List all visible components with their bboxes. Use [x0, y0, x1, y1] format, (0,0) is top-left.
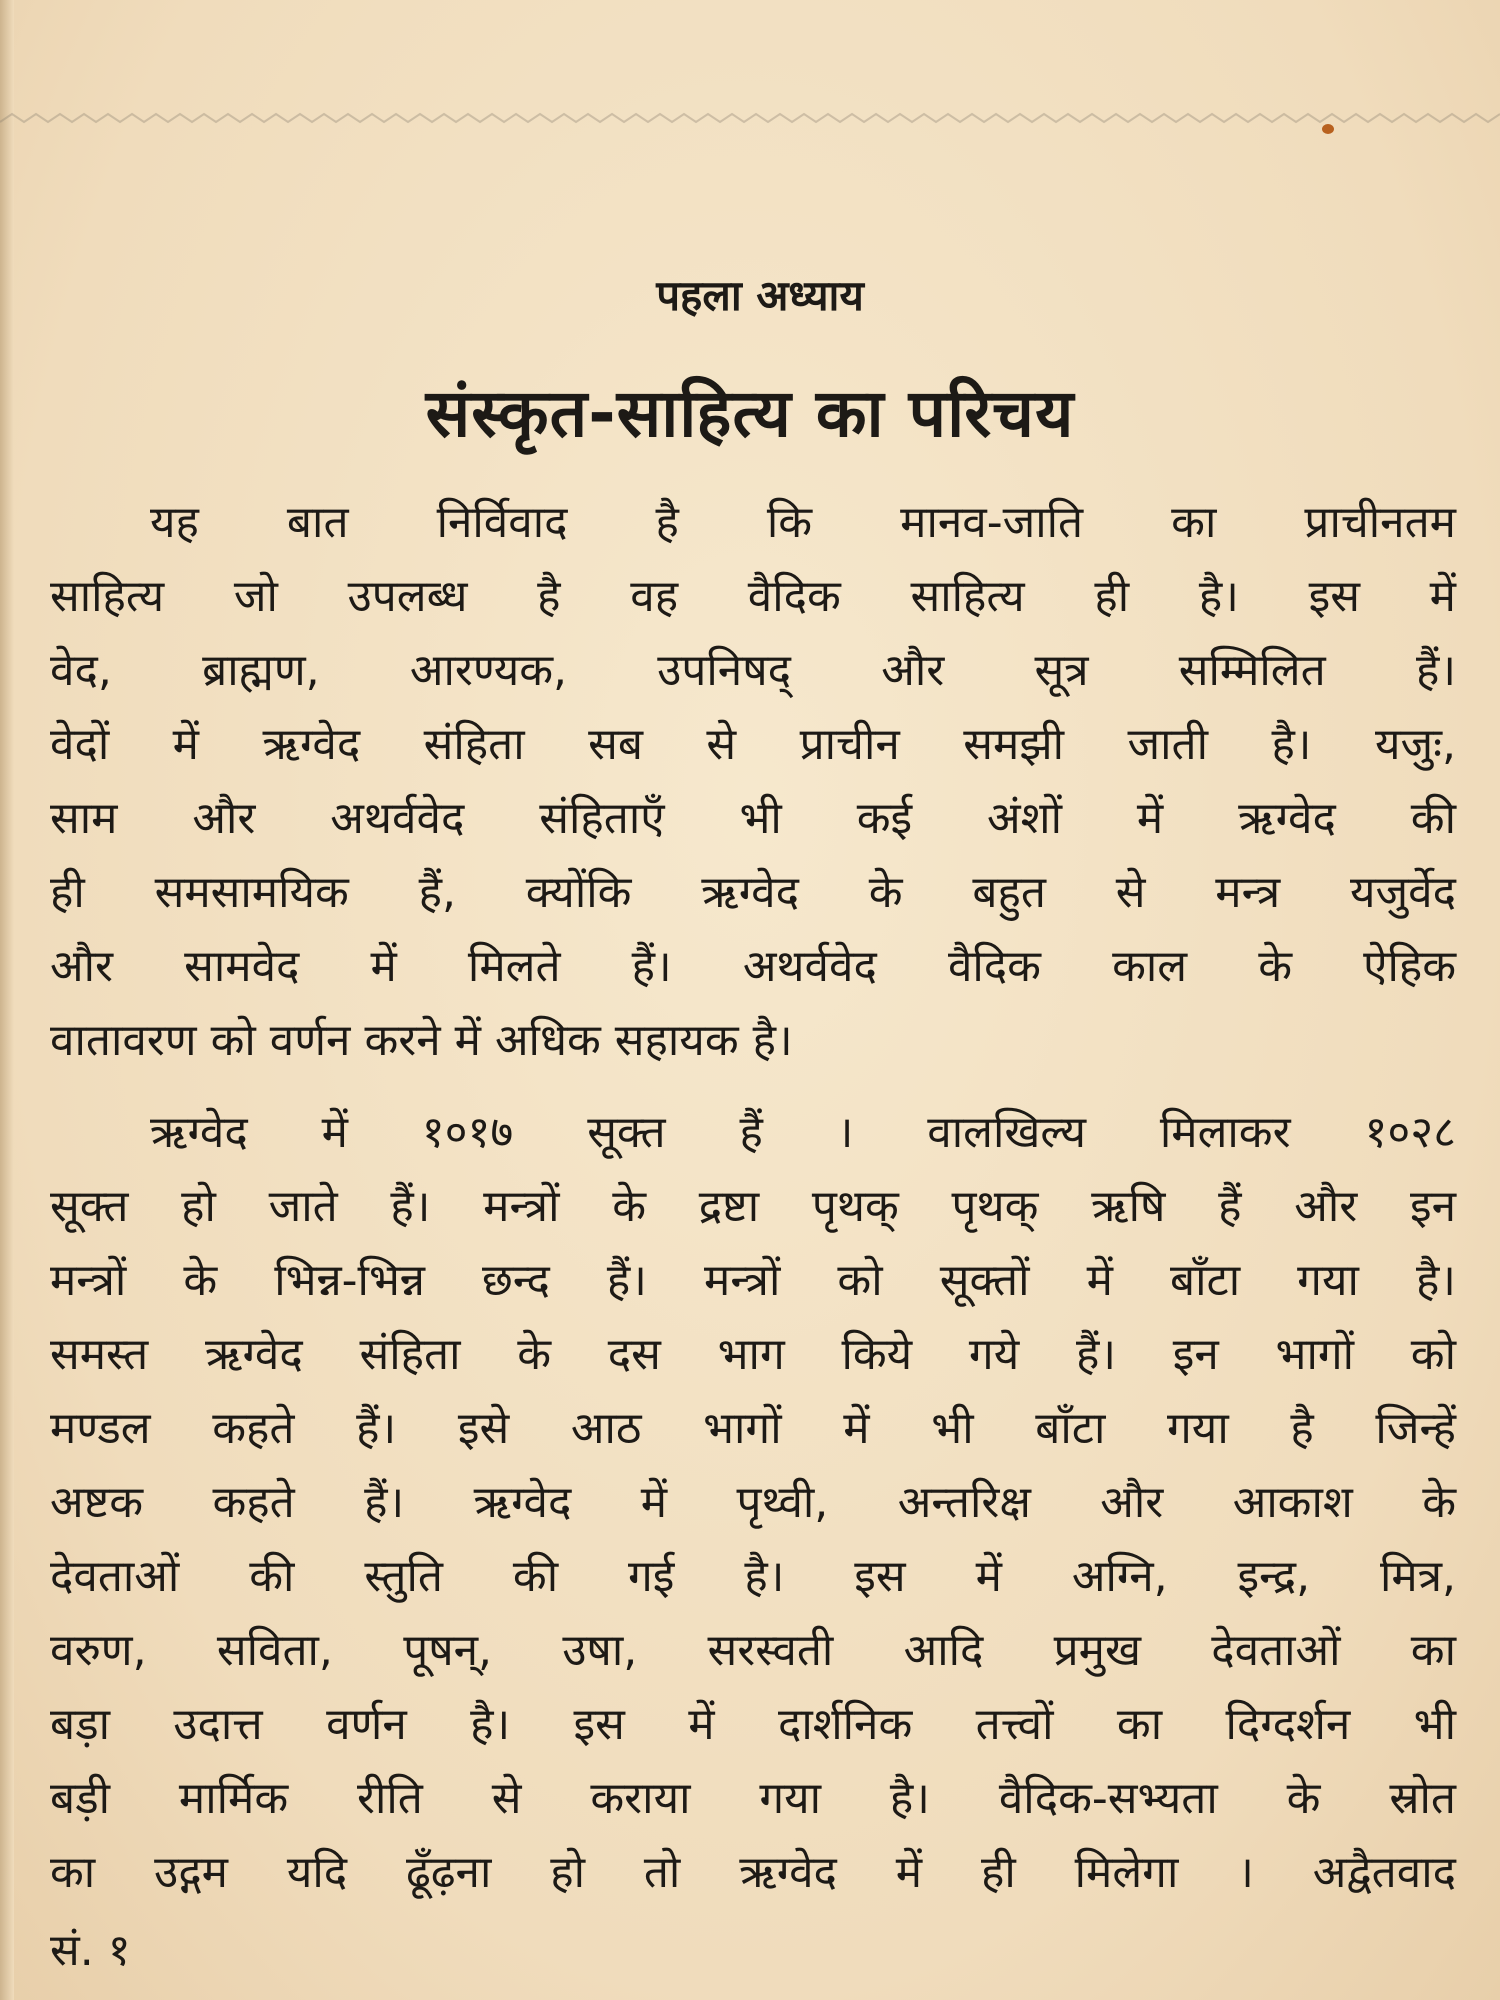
text-line: मन्त्रों के भिन्न-भिन्न छन्द हैं। मन्त्रों को सूक्तों में बाँटा गया है।: [50, 1255, 1456, 1306]
paragraph-1: [50, 486, 1456, 1078]
text-line: अष्टक कहते हैं। ऋग्वेद में पृथ्वी, अन्तरिक्ष और आकाश के: [50, 1477, 1456, 1528]
show-through-wavy-rule: [0, 108, 1500, 128]
text-line: समस्त ऋग्वेद संहिता के दस भाग किये गये हैं। इन भागों को: [50, 1329, 1456, 1380]
text-line: वेद, ब्राह्मण, आरण्यक, उपनिषद् और सूत्र सम्मिलित हैं।: [50, 645, 1456, 696]
text-line: मण्डल कहते हैं। इसे आठ भागों में भी बाँटा गया है जिन्हें: [50, 1403, 1456, 1454]
paragraph-2: [50, 1096, 1456, 1910]
text-line: का उद्गम यदि ढूँढ़ना हो तो ऋग्वेद में ही मिलेगा । अद्वैतवाद: [50, 1847, 1456, 1898]
text-line: ही समसामयिक हैं, क्योंकि ऋग्वेद के बहुत से मन्त्र यजुर्वेद: [50, 867, 1456, 918]
text-line: वरुण, सविता, पूषन्, उषा, सरस्वती आदि प्रमुख देवताओं का: [50, 1625, 1456, 1676]
chapter-label: पहला अध्याय: [656, 271, 864, 320]
text-line: साहित्य जो उपलब्ध है वह वैदिक साहित्य ही है। इस में: [50, 571, 1456, 622]
text-line: वातावरण को वर्णन करने में अधिक सहायक है।: [50, 1015, 793, 1066]
text-line: वेदों में ऋग्वेद संहिता सब से प्राचीन समझी जाती है। यजुः,: [50, 719, 1456, 770]
text-line: बड़ी मार्मिक रीति से कराया गया है। वैदिक-सभ्यता के स्रोत: [50, 1773, 1456, 1824]
text-line: सूक्त हो जाते हैं। मन्त्रों के द्रष्टा पृथक् पृथक् ऋषि हैं और इन: [50, 1181, 1456, 1232]
text-line: ऋग्वेद में १०१७ सूक्त हैं । वालखिल्य मिलाकर १०२८: [150, 1107, 1456, 1158]
ink-spot: [1322, 124, 1334, 134]
text-line: देवताओं की स्तुति की गई है। इस में अग्नि, इन्द्र, मित्र,: [50, 1551, 1456, 1602]
signature-mark: सं. १: [50, 1925, 131, 1976]
text-line: बड़ा उदात्त वर्णन है। इस में दार्शनिक तत्त्वों का दिग्दर्शन भी: [50, 1699, 1456, 1750]
text-line: साम और अथर्ववेद संहिताएँ भी कई अंशों में ऋग्वेद की: [50, 793, 1456, 844]
text-line: यह बात निर्विवाद है कि मानव-जाति का प्राचीनतम: [150, 497, 1456, 548]
text-line: और सामवेद में मिलते हैं। अथर्ववेद वैदिक काल के ऐहिक: [50, 941, 1456, 992]
chapter-title: संस्कृत-साहित्य का परिचय: [425, 375, 1075, 452]
